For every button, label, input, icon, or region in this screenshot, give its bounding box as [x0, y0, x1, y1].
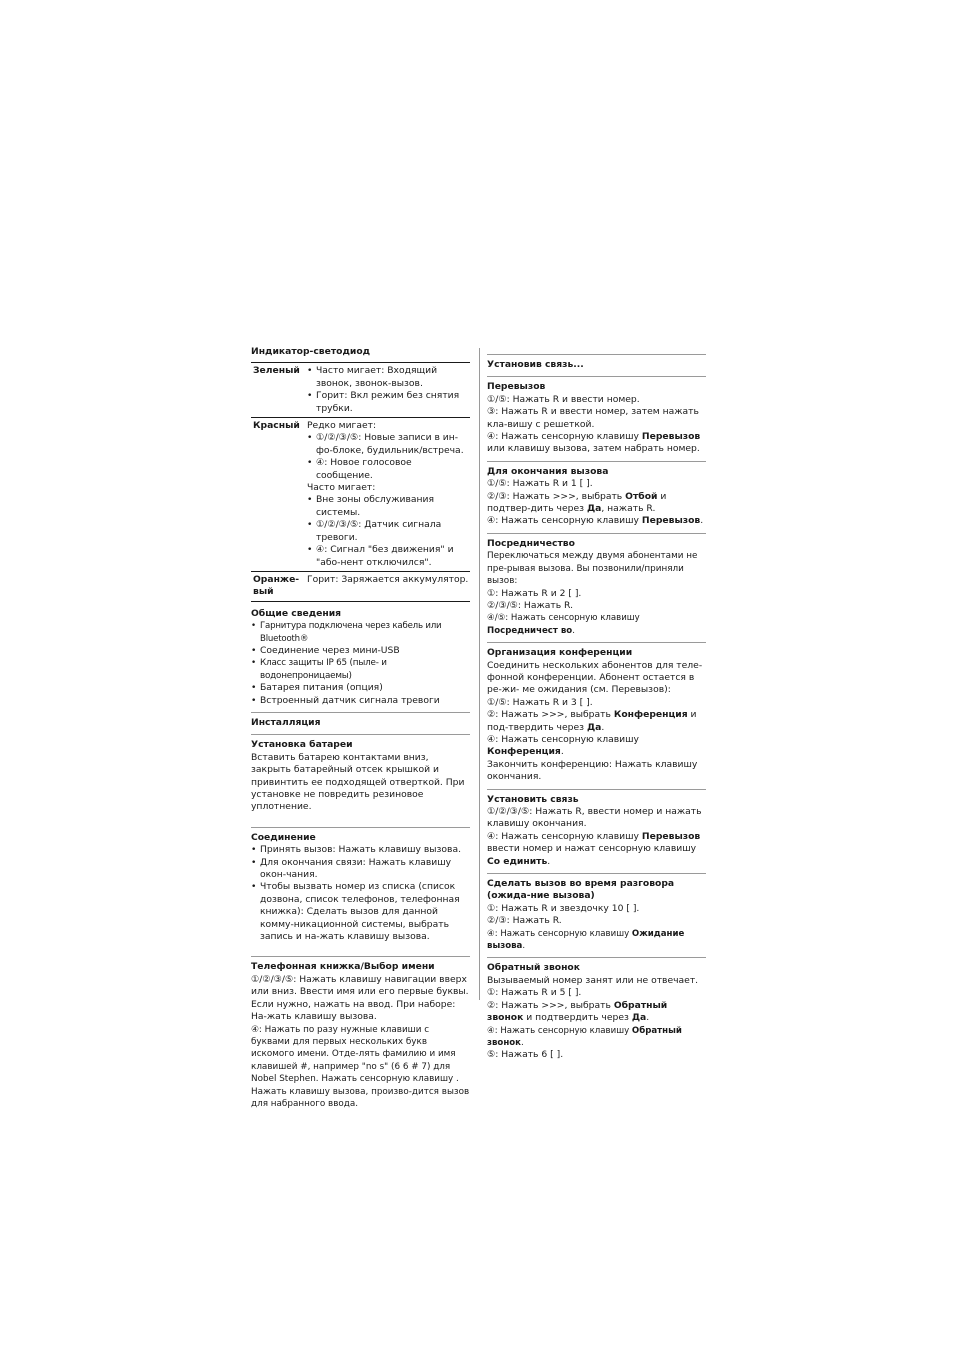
broker-text: Переключаться между двумя абонентами не пре-рывая вызова. Вы позвонили/приняли вызов: [487, 551, 698, 587]
led-row-green [251, 363, 470, 418]
list-item: • ④: Новое голосовое сообщение. [307, 457, 470, 482]
list-item: • ①/②/③/⑤: Новые записи в ин-фо-блоке, будильник/встреча. [307, 432, 470, 457]
callback-line: ⑤: Нажать 6 [ ]. [487, 1049, 564, 1061]
connect-title: Установить связь [487, 793, 579, 805]
conf-text: Соединить нескольких абонентов для теле-фонной конференции. Абонент остается в ре-жи- ме ожидания (см. Перевызов): [487, 659, 703, 696]
divider [487, 533, 706, 534]
list-item: • Батарея питания (опция) [251, 682, 470, 694]
transfer-line: ①/⑤: Нажать R и ввести номер. [487, 393, 640, 405]
end-line: ①/⑤: Нажать R и 1 [ ]. [487, 478, 593, 490]
battery-text: Вставить батарею контактами вниз, закрыть батарейный отсек крышкой и привинтить ее подходящей отверткой. При установке не повредить резиновое уплотнение. [251, 751, 465, 813]
list-item: • Вне зоны обслуживания системы. [307, 494, 470, 519]
wait-line: ②/③: Нажать R. [487, 915, 562, 927]
divider [487, 461, 706, 462]
transfer-title: Перевызов [487, 381, 546, 393]
list-item: • Горит: Вкл режим без снятия трубки. [307, 390, 470, 415]
connection-list [251, 844, 470, 943]
led-table [251, 362, 470, 601]
divider [487, 354, 706, 355]
callback-line: ①: Нажать R и 5 [ ]. [487, 987, 582, 999]
list-item: • Принять вызов: Нажать клавишу вызова. [251, 844, 470, 856]
conf-title: Организация конференции [487, 647, 633, 659]
connect-line: ①/②/③/⑤: Нажать R, ввести номер и нажать клавишу окончания. [487, 806, 702, 830]
divider [487, 957, 706, 958]
divider [251, 734, 470, 735]
connection-title: Соединение [251, 831, 316, 843]
callback-line: ④: Нажать сенсорную клавишу Обратный звонок. [487, 1025, 682, 1048]
divider [251, 712, 470, 713]
list-item: • ①/②/③/⑤: Датчик сигнала тревоги. [307, 519, 470, 544]
install-title: Инсталляция [251, 716, 321, 728]
divider [487, 789, 706, 790]
led-row-red [251, 418, 470, 572]
list-item: • Чтобы вызвать номер из списка (список дозвона, список телефонов, телефонная книжка): Сделать вызов для данной комму-никационной системы, выбрать запись и на-жать клавишу вызова. [251, 881, 470, 943]
list-item: • ④: Сигнал "без движения" и "або-нент отключился". [307, 544, 470, 569]
led-name: Оранже-вый [253, 573, 300, 598]
divider [487, 376, 706, 377]
list-item: • Часто мигает: Входящий звонок, звонок-вызов. [307, 365, 470, 390]
connect-line: ④: Нажать сенсорную клавишу Перевызов ввести номер и нажат сенсорную клавишу Со единить. [487, 830, 701, 867]
led-title: Индикатор-светодиод [251, 346, 371, 357]
divider [251, 956, 470, 957]
right-column [487, 346, 706, 1062]
broker-title: Посредничество [487, 537, 575, 549]
left-column [251, 346, 470, 1110]
led-line: Горит: Заряжается аккумулятор. [307, 573, 469, 585]
callback-line: ②: Нажать >>>, выбрать Обратный звонок и подтвердить через Да. [487, 999, 668, 1024]
wait-line: ④: Нажать сенсорную клавишу Ожидание вызова. [487, 928, 685, 952]
wait-line: ①: Нажать R и звездочку 10 [ ]. [487, 902, 640, 914]
end-line: ④: Нажать сенсорную клавишу Перевызов. [487, 515, 704, 527]
list-item: • Для окончания связи: Нажать клавишу окон-чания. [251, 857, 470, 882]
led-line: Редко мигает: [307, 420, 377, 432]
transfer-line: ④: Нажать сенсорную клавишу Перевызов или клавишу вызова, затем набрать номер. [487, 431, 701, 455]
battery-title: Установка батареи [251, 739, 353, 751]
broker-line: ①: Нажать R и 2 [ ]. [487, 587, 582, 599]
callback-title: Обратный звонок [487, 962, 580, 974]
divider [251, 827, 470, 828]
broker-line: ②/③/⑤: Нажать R. [487, 599, 574, 611]
list-item: • Гарнитура подключена через кабель или Bluetooth® [251, 620, 470, 645]
broker-line: ④/⑤: Нажать сенсорную клавишу Посредничест во. [487, 613, 640, 636]
list-item: • Встроенный датчик сигнала тревоги [251, 695, 470, 707]
list-item: • Класс защиты IP 65 (пыле- и водонепроницаемы) [251, 657, 470, 682]
phonebook-text-2: ④: Нажать по разу нужные клавиши с буквами для первых нескольких букв искомого имени. Отде-лять фамилию и имя клавишей #, например "no s" (6 6 # 7) для Nobel Stephen. Нажать сенсорную клавишу . Нажать клавишу вызова, произво-дится вызов для набранного ввода. [251, 1024, 470, 1109]
divider [487, 873, 706, 874]
led-line: Часто мигает: [307, 482, 376, 494]
conf-line: ①/⑤: Нажать R и 3 [ ]. [487, 696, 593, 708]
callback-text: Вызываемый номер занят или не отвечает. [487, 974, 699, 986]
phonebook-title: Телефонная книжка/Выбор имени [251, 961, 435, 973]
column-divider [479, 348, 480, 1000]
wait-title: Сделать вызов во время разговора (ожида-ние вызова) [487, 878, 675, 902]
led-name: Красный [253, 420, 300, 432]
list-item: • Соединение через мини-USB [251, 645, 470, 657]
conf-line: Закончить конференцию: Нажать клавишу окончания. [487, 758, 698, 783]
conf-line: ④: Нажать сенсорную клавишу Конференция. [487, 733, 639, 758]
general-list [251, 620, 470, 707]
end-line: ②/③: Нажать >>>, выбрать Отбой и подтвер-дить через Да, нажать R. [487, 490, 667, 515]
established-title: Установив связь... [487, 359, 584, 370]
transfer-line: ③: Нажать R и ввести номер, затем нажать кла-вишу с решеткой. [487, 406, 699, 430]
led-name: Зеленый [253, 365, 300, 377]
general-title: Общие сведения [251, 607, 342, 619]
end-title: Для окончания вызова [487, 465, 609, 477]
divider [487, 642, 706, 643]
conf-line: ②: Нажать >>>, выбрать Конференция и под-твердить через Да. [487, 709, 697, 733]
phonebook-text-1: ①/②/③/⑤: Нажать клавишу навигации вверх или вниз. Ввести имя или его первые буквы. Если нужно, нажать на ввод. При наборе: На-жать клавишу вызова. [251, 973, 469, 1023]
led-row-orange [251, 571, 470, 601]
